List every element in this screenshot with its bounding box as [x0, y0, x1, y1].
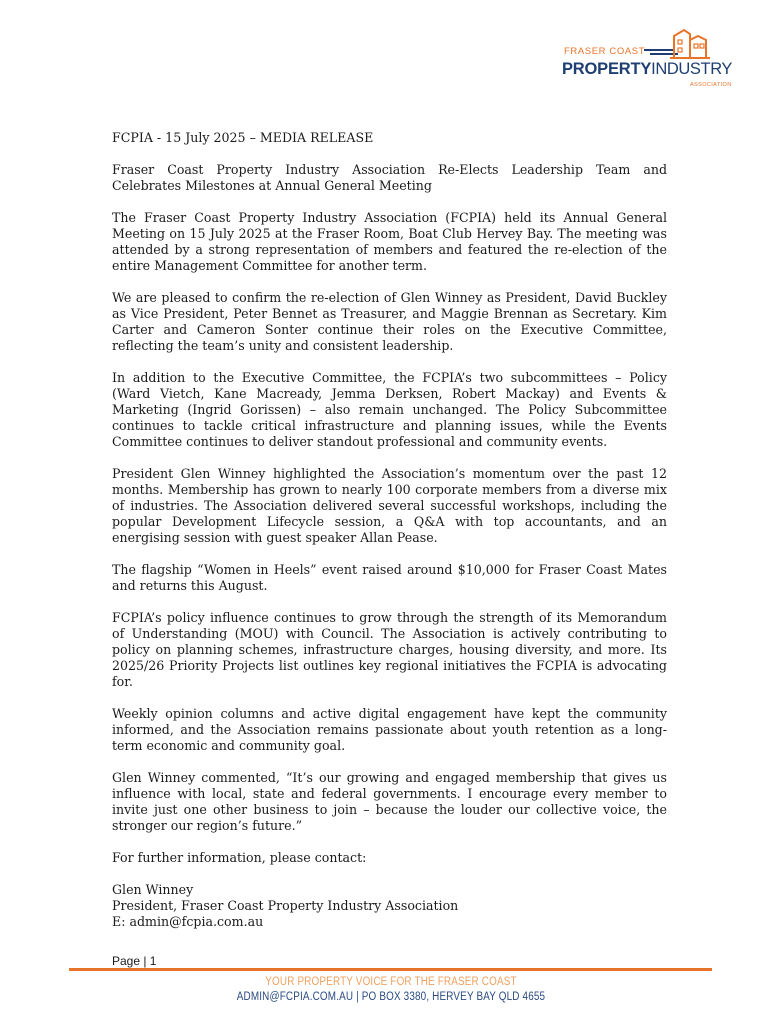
logo-line-fraser-coast: FRASER COAST [564, 46, 646, 57]
headline: Fraser Coast Property Industry Association Re-Elects Leadership Team and Celebrates Milestones at Annual General Meeting [112, 162, 667, 193]
paragraph: Glen Winney commented, “It’s our growing and engaged membership that gives us influence with local, state and federal governments. I encourage every member to invite just one other business to join – because the louder our collective voice, the stronger our region’s future.” [112, 770, 667, 833]
contact-title: President, Fraser Coast Property Industry Association [112, 898, 459, 913]
logo-word-property: PROPERTY [562, 60, 652, 78]
paragraph: We are pleased to confirm the re-election of Glen Winney as President, David Buckley as Vice President, Peter Bennet as Treasurer, and Maggie Brennan as Secretary. Kim Carter and Cameron Sonter continue their roles on the Executive Committee, reflecting the team’s unity and consistent leadership. [112, 290, 667, 353]
logo-line-property-industry [562, 60, 732, 79]
page-number: Page | 1 [112, 954, 157, 968]
media-release-body [112, 130, 667, 930]
paragraph: FCPIA’s policy influence continues to grow through the strength of its Memorandum of Understanding (MOU) with Council. The Association is actively contributing to policy on planning schemes, infrastructure charges, housing diversity, and more. Its 2025/26 Priority Projects list outlines key regional initiatives the FCPIA is advocating for. [112, 610, 667, 689]
footer-tagline: YOUR PROPERTY VOICE FOR THE FRASER COAST [265, 976, 517, 988]
logo-word-industry: INDUSTRY [651, 60, 733, 78]
footer-divider [69, 968, 712, 971]
paragraph: The Fraser Coast Property Industry Association (FCPIA) held its Annual General Meeting on 15 July 2025 at the Fraser Room, Boat Club Hervey Bay. The meeting was attended by a strong representation of members and featured the re-election of the entire Management Committee for another term. [112, 210, 667, 273]
paragraph: The flagship “Women in Heels” event raised around $10,000 for Fraser Coast Mates and returns this August. [112, 562, 667, 593]
contact-name: Glen Winney [112, 882, 194, 897]
paragraph: Weekly opinion columns and active digital engagement have kept the community informed, and the Association remains passionate about youth retention as a long-term economic and community goal. [112, 706, 667, 753]
building-icon [644, 26, 716, 62]
footer-address: ADMIN@FCPIA.COM.AU | PO BOX 3380, HERVEY BAY QLD 4655 [236, 991, 546, 1003]
fcpia-logo [556, 22, 736, 96]
paragraph: In addition to the Executive Committee, the FCPIA’s two subcommittees – Policy (Ward Vietch, Kane Macready, Jemma Derksen, Robert Mackay) and Events & Marketing (Ingrid Gorissen) – also remain unchanged. The Policy Subcommittee continues to tackle critical infrastructure and planning issues, while the Events Committee continues to deliver standout professional and community events. [112, 370, 667, 449]
dateline: FCPIA - 15 July 2025 – MEDIA RELEASE [112, 130, 374, 145]
contact-email: E: admin@fcpia.com.au [112, 914, 264, 929]
logo-line-association: ASSOCIATION [690, 82, 732, 88]
paragraph: President Glen Winney highlighted the Association’s momentum over the past 12 months. Membership has grown to nearly 100 corporate members from a diverse mix of industries. The Association delivered several successful workshops, including the popular Development Lifecycle session, a Q&A with top accountants, and an energising session with guest speaker Allan Pease. [112, 466, 667, 545]
contact-intro: For further information, please contact: [112, 850, 367, 865]
